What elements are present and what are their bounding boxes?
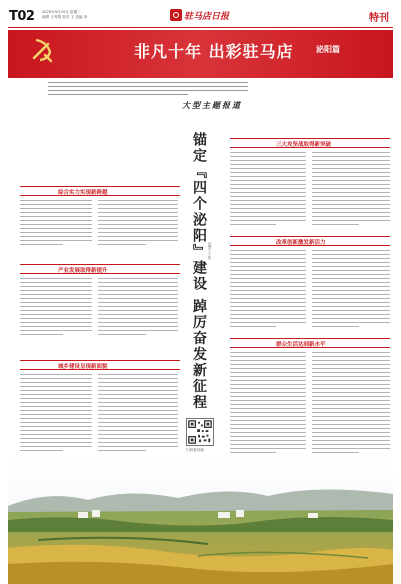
text-block — [312, 352, 390, 456]
landscape-photo-image — [8, 460, 393, 584]
text-block — [20, 278, 92, 338]
masthead — [0, 0, 401, 32]
text-block — [98, 200, 178, 248]
party-emblem-icon — [28, 36, 56, 64]
date-line: 2020年9月29日 星期二 — [42, 10, 81, 14]
article-byline: 记者 王 张 — [208, 242, 213, 260]
qr-caption: 扫码看视频 — [186, 448, 204, 452]
subhead-urban-rural: 城乡建设呈现新面貌 — [20, 360, 180, 370]
text-block — [20, 200, 92, 248]
text-block — [98, 278, 178, 338]
article-headline: 锚定『四个泌阳』建设 踔厉奋发新征程 — [191, 132, 207, 411]
qr-code-icon[interactable] — [186, 418, 214, 446]
text-block — [312, 152, 390, 228]
subhead-overall-strength: 综合实力实现新跨越 — [20, 186, 180, 196]
editor-line: 编辑 王秀娟 校对 王 美编 李 — [42, 15, 88, 19]
section-label: 特刊 — [369, 13, 389, 24]
banner-subtitle: 泌阳篇 — [316, 45, 340, 54]
subhead-three-battles: 三大攻坚战取得新突破 — [230, 138, 390, 148]
headline-column — [184, 124, 224, 414]
logo-text: 驻马店日报 — [184, 12, 230, 22]
subhead-reform: 改革创新激发新活力 — [230, 236, 390, 246]
banner-title: 非凡十年 出彩驻马店 — [134, 42, 294, 61]
title-banner — [8, 30, 393, 78]
landscape-photo — [8, 460, 393, 584]
text-block — [230, 152, 306, 228]
text-block — [98, 374, 178, 454]
logo-mark-icon — [170, 9, 182, 21]
text-block — [230, 250, 306, 330]
series-title: 大型主题报道 — [182, 100, 242, 110]
text-block — [312, 250, 390, 330]
subhead-livelihood: 群众生活达到新水平 — [230, 338, 390, 348]
text-block — [20, 374, 92, 454]
subhead-industry: 产业发展取得新提升 — [20, 264, 180, 274]
intro-paragraph — [48, 82, 248, 98]
header-rule — [8, 27, 393, 28]
page-number: T02 — [9, 9, 35, 24]
text-block — [230, 352, 306, 456]
